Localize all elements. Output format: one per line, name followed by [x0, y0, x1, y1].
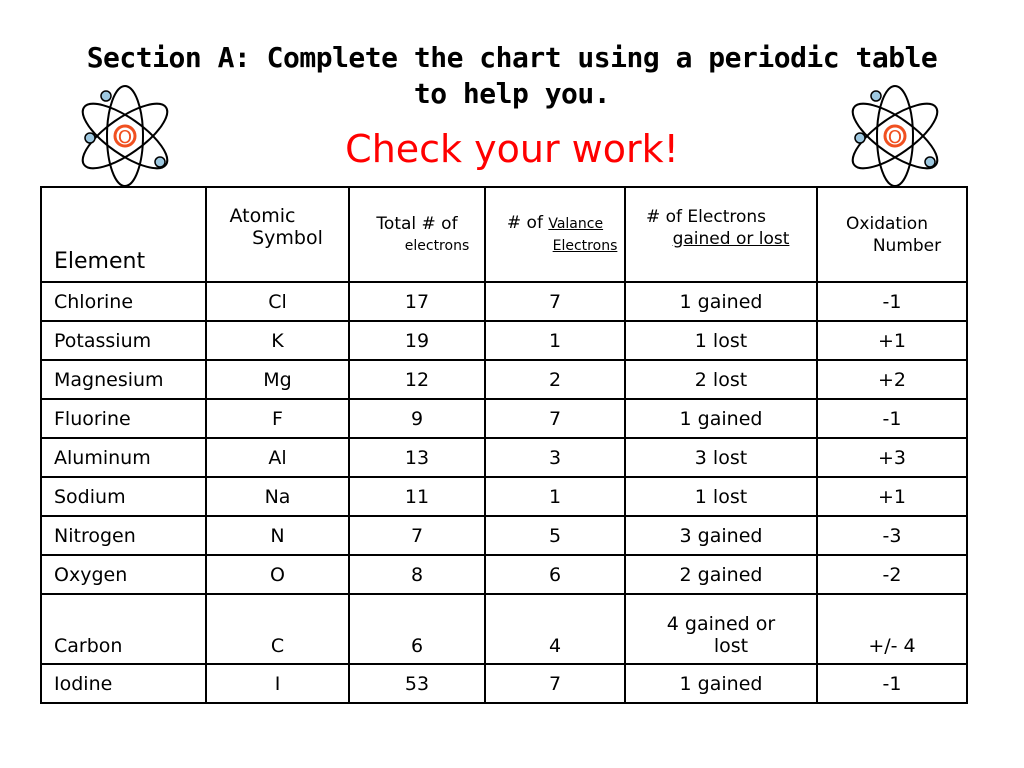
cell-oxidation: +2: [817, 360, 967, 399]
header-element: Element: [41, 187, 206, 282]
cell-oxidation: -2: [817, 555, 967, 594]
header-oxidation-number: Oxidation Number: [817, 187, 967, 282]
header-valence-electrons: # of Valance Electrons: [485, 187, 625, 282]
cell-oxidation: +3: [817, 438, 967, 477]
table-row: [41, 399, 967, 438]
header-total-electrons: Total # of electrons: [349, 187, 485, 282]
cell-symbol: N: [206, 516, 349, 555]
cell-symbol: C: [206, 594, 349, 664]
cell-valence: 1: [485, 477, 625, 516]
cell-valence: 7: [485, 399, 625, 438]
header-row: [41, 187, 967, 282]
cell-gained-lost: 4 gained or lost: [625, 594, 817, 664]
table-row: [41, 594, 967, 664]
table-row: [41, 282, 967, 321]
cell-symbol: F: [206, 399, 349, 438]
nucleus-letter: O: [887, 127, 903, 148]
cell-total: 12: [349, 360, 485, 399]
cell-element: Magnesium: [41, 360, 206, 399]
cell-oxidation: -3: [817, 516, 967, 555]
cell-element: Fluorine: [41, 399, 206, 438]
table-row: [41, 664, 967, 703]
cell-valence: 5: [485, 516, 625, 555]
cell-total: 17: [349, 282, 485, 321]
cell-element: Oxygen: [41, 555, 206, 594]
cell-total: 53: [349, 664, 485, 703]
table-row: [41, 321, 967, 360]
cell-total: 6: [349, 594, 485, 664]
cell-valence: 7: [485, 664, 625, 703]
cell-oxidation: -1: [817, 664, 967, 703]
cell-gained-lost: 1 gained: [625, 399, 817, 438]
cell-element: Iodine: [41, 664, 206, 703]
cell-symbol: O: [206, 555, 349, 594]
table-row: [41, 360, 967, 399]
cell-total: 13: [349, 438, 485, 477]
cell-total: 11: [349, 477, 485, 516]
nucleus-letter: O: [117, 127, 133, 148]
cell-total: 9: [349, 399, 485, 438]
title-line-1: Section A: Complete the chart using a periodic table: [86, 41, 938, 74]
cell-gained-lost: 2 lost: [625, 360, 817, 399]
cell-element: Chlorine: [41, 282, 206, 321]
cell-oxidation: +1: [817, 477, 967, 516]
table-row: [41, 438, 967, 477]
cell-element: Potassium: [41, 321, 206, 360]
header-electrons-gained-lost: # of Electrons gained or lost: [625, 187, 817, 282]
cell-oxidation: +/- 4: [817, 594, 967, 664]
cell-element: Aluminum: [41, 438, 206, 477]
cell-element: Sodium: [41, 477, 206, 516]
cell-element: Carbon: [41, 594, 206, 664]
cell-gained-lost: 2 gained: [625, 555, 817, 594]
header-atomic-symbol: Atomic Symbol: [206, 187, 349, 282]
cell-oxidation: +1: [817, 321, 967, 360]
table-row: [41, 516, 967, 555]
atom-icon: [70, 84, 180, 188]
cell-gained-lost: 3 gained: [625, 516, 817, 555]
cell-valence: 7: [485, 282, 625, 321]
cell-gained-lost: 1 gained: [625, 664, 817, 703]
cell-valence: 6: [485, 555, 625, 594]
cell-oxidation: -1: [817, 399, 967, 438]
cell-oxidation: -1: [817, 282, 967, 321]
cell-total: 8: [349, 555, 485, 594]
cell-valence: 2: [485, 360, 625, 399]
cell-symbol: Al: [206, 438, 349, 477]
table-row: [41, 477, 967, 516]
cell-symbol: Na: [206, 477, 349, 516]
table-row: [41, 555, 967, 594]
cell-valence: 4: [485, 594, 625, 664]
cell-gained-lost: 1 gained: [625, 282, 817, 321]
cell-gained-lost: 3 lost: [625, 438, 817, 477]
cell-symbol: K: [206, 321, 349, 360]
title-line-2: to help you.: [413, 77, 611, 110]
cell-symbol: Cl: [206, 282, 349, 321]
cell-gained-lost: 1 lost: [625, 477, 817, 516]
cell-gained-lost: 1 lost: [625, 321, 817, 360]
cell-valence: 3: [485, 438, 625, 477]
cell-valence: 1: [485, 321, 625, 360]
cell-total: 7: [349, 516, 485, 555]
cell-total: 19: [349, 321, 485, 360]
cell-symbol: Mg: [206, 360, 349, 399]
atom-icon: [840, 84, 950, 188]
cell-symbol: I: [206, 664, 349, 703]
element-chart: [40, 186, 968, 704]
subtitle: Check your work!: [345, 127, 679, 171]
cell-element: Nitrogen: [41, 516, 206, 555]
